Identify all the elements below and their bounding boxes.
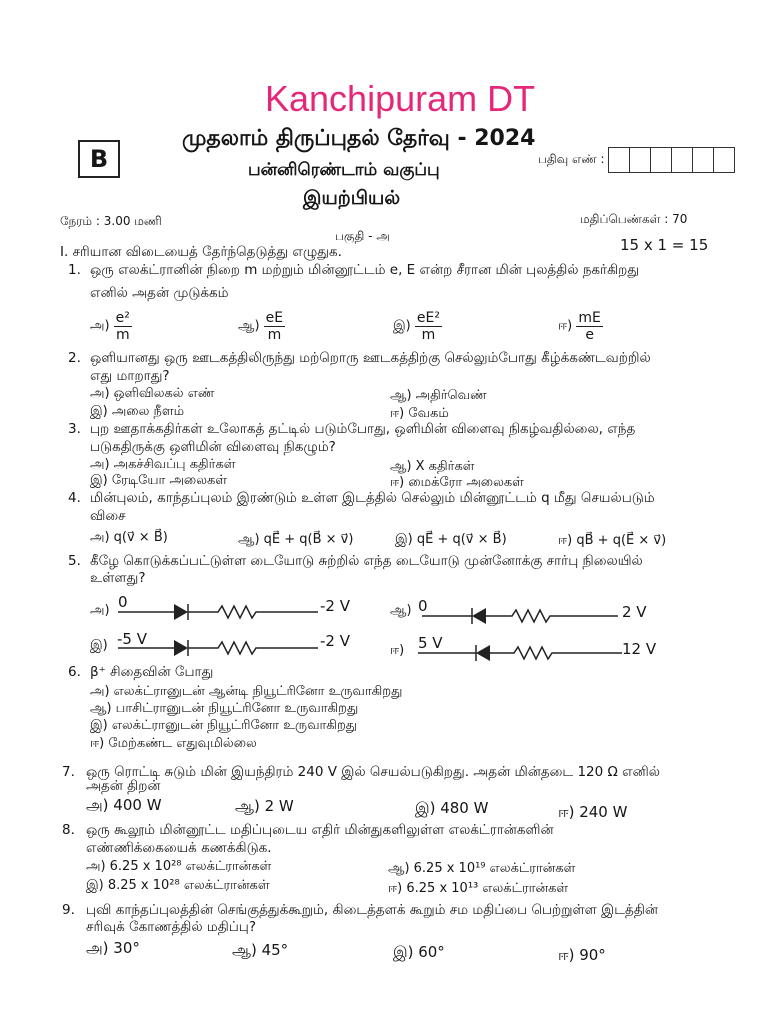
district-heading: Kanchipuram DT [265,78,536,119]
option-d-label: ஈ) [390,643,405,658]
option-a: அ) 400 W [86,796,162,814]
question-number: 1. [68,262,81,278]
option-d: ஈ) 90° [558,946,606,964]
option-b: ஆ) பாசிட்ரானுடன் நியூட்ரினோ உருவாகிறது [90,701,359,716]
question-text: β⁺ சிதைவின் போது [90,664,214,680]
option-a: அ) 30° [86,939,140,957]
question-number: 9. [62,902,75,918]
option-d: ஈ) qB⃗ + q(E⃗ × v⃗) [558,533,667,548]
option-a: அ) $\frac{\text{e²}}{m}$ [90,310,130,343]
option-b: ஆ) X கதிர்கள் [390,459,475,474]
reg-no-boxes[interactable] [608,147,735,173]
option-c: இ) 8.25 x 10²⁸ எலக்ட்ரான்கள் [86,878,270,893]
option-a: அ) q(v⃗ × B⃗) [90,530,168,545]
option-d: ஈ) $\frac{mE}{e}$ [558,310,601,343]
option-d: ஈ) 6.25 x 10¹³ எலக்ட்ரான்கள் [388,881,569,896]
option-c: இ) 480 W [415,799,489,817]
question-text: புற ஊதாக்கதிர்கள் உலோகத் தட்டில் படும்போது, ஒளிமின் விளைவு நிகழ்வதில்லை, எந்த [90,421,636,437]
question-number: 7. [62,764,75,780]
option-b: ஆ) 45° [232,941,289,959]
marks-label: மதிப்பெண்கள் : 70 [580,212,688,226]
option-a-label: அ) [90,603,110,618]
option-d: ஈ) 240 W [558,803,628,821]
question-number: 2. [68,350,81,366]
option-d: ஈ) வேகம் [390,406,449,421]
question-text: ஒளியானது ஒரு ஊடகத்திலிருந்து மற்றொரு ஊடகத்திற்கு செல்லும்போது கீழ்க்கண்டவற்றில் [90,350,651,366]
option-b-label: ஆ) [390,603,412,618]
option-c-label: இ) [90,638,108,653]
option-c: இ) 60° [393,943,445,961]
exam-title: முதலாம் திருப்புதல் தேர்வு - 2024 [182,126,536,151]
fraction: $\frac{\text{e²}}{m}$ [115,310,130,343]
circuit-left-voltage: 0 [418,597,428,615]
fraction: $\frac{\text{eE²}}{m}$ [416,310,440,343]
diode-circuit-d [418,641,622,665]
question-text: சரிவுக் கோணத்தில் மதிப்பு? [86,919,257,935]
question-text: ஒரு கூலூம் மின்னூட்ட மதிப்புடைய எதிர் மின்துகளிலுள்ள எலக்ட்ரான்களின் [86,822,554,838]
question-text: எது மாறாது? [90,368,170,384]
question-text: விசை [90,508,126,524]
circuit-left-voltage: 5 V [418,634,443,652]
option-c: இ) ரேடியோ அலைகள் [90,473,228,488]
option-d: ஈ) மேற்கண்ட எதுவுமில்லை [90,736,257,751]
option-a: அ) எலக்ட்ரானுடன் ஆன்டி நியூட்ரினோ உருவாகிறது [90,684,403,699]
circuit-right-voltage: -2 V [320,597,350,615]
section-marks: 15 x 1 = 15 [620,236,709,254]
question-number: 3. [68,421,81,437]
standard-label: பன்னிரெண்டாம் வகுப்பு [248,160,440,180]
option-c: இ) எலக்ட்ரானுடன் நியூட்ரினோ உருவாகிறது [90,718,358,733]
question-text: கீழே கொடுக்கப்பட்டுள்ள டையோடு சுற்றில் எந்த டையோடு முன்னோக்கு சார்பு நிலையில் [90,553,643,569]
question-number: 4. [68,490,81,506]
option-b: ஆ) அதிர்வெண் [390,388,487,403]
question-text: மின்புலம், காந்தப்புலம் இரண்டும் உள்ள இடத்தில் செல்லும் மின்னூட்டம் q மீது செயல்படும் [90,490,655,506]
set-code-box: B [78,140,120,178]
option-b: ஆ) 6.25 x 10¹⁹ எலக்ட்ரான்கள் [388,861,576,876]
fraction: $\frac{mE}{e}$ [578,310,601,343]
instruction: I. சரியான விடையைத் தேர்ந்தெடுத்து எழுதுக. [60,244,342,260]
option-d: ஈ) மைக்ரோ அலைகள் [390,475,524,490]
diode-circuit-b [422,604,622,628]
fraction: $\frac{eE}{m}$ [265,310,284,343]
option-a: அ) ஒளிவிலகல் எண் [90,386,215,401]
question-number: 5. [68,553,81,569]
question-text: படுகதிருக்கு ஒளிமின் விளைவு நிகழும்? [90,439,336,455]
option-c: இ) அலை நீளம் [90,404,185,419]
subject-label: இயற்பியல் [303,187,401,209]
question-text: உள்ளது? [90,570,146,586]
question-number: 8. [62,822,75,838]
question-text: எனில் அதன் முடுக்கம் [90,285,229,301]
part-label: பகுதி - அ [335,229,390,243]
question-text: ஒரு ரொட்டி சுடும் மின் இயந்திரம் 240 V இல் செயல்படுகிறது. அதன் மின்தடை 120 Ω எனில் [86,764,661,780]
option-a: அ) 6.25 x 10²⁸ எலக்ட்ரான்கள் [86,859,272,874]
option-a: அ) அகச்சிவப்பு கதிர்கள் [90,457,236,472]
question-number: 6. [68,664,81,680]
question-text: புவி காந்தப்புலத்தின் செங்குத்துக்கூறும், கிடைத்தளக் கூறும் சம மதிப்பை பெற்றுள்ள இடத்தின் [86,902,658,918]
circuit-right-voltage: -2 V [320,632,350,650]
question-text: ஒரு எலக்ட்ரானின் நிறை m மற்றும் மின்னூட்டம் e, E என்ற சீரான மின் புலத்தில் நகர்கிறது [90,262,640,278]
option-c: இ) $\frac{\text{eE²}}{m}$ [393,310,440,343]
circuit-left-voltage: -5 V [117,630,147,648]
option-b: ஆ) $\frac{eE}{m}$ [238,310,284,343]
circuit-right-voltage: 12 V [622,640,657,658]
circuit-left-voltage: 0 [118,593,128,611]
circuit-right-voltage: 2 V [622,603,647,621]
option-b: ஆ) qE⃗ + q(B⃗ × v⃗) [238,532,354,547]
diode-circuit-a [118,600,318,624]
question-text: அதன் திறன் [86,778,161,794]
option-b: ஆ) 2 W [235,797,294,815]
question-text: எண்ணிக்கையைக் கணக்கிடுக. [86,840,272,856]
time-label: நேரம் : 3.00 மணி [60,214,162,228]
option-c: இ) qE⃗ + q(v⃗ × B⃗) [395,532,507,547]
diode-circuit-c [118,636,318,660]
reg-no-label: பதிவு எண் : [538,152,605,166]
